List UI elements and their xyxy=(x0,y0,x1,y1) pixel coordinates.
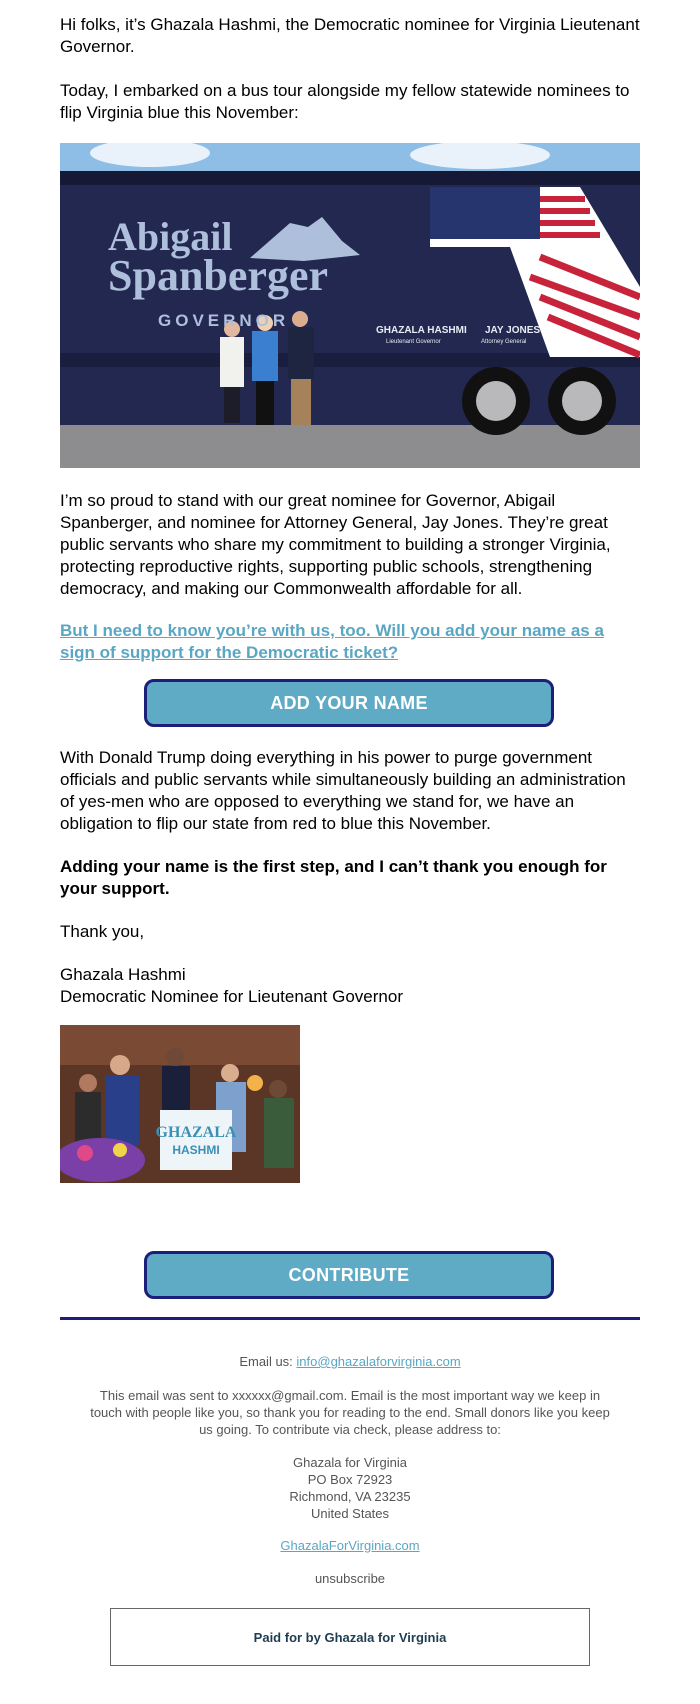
unsubscribe-link[interactable]: unsubscribe xyxy=(314,1571,386,1586)
address-line: Richmond, VA 23235 xyxy=(289,1489,411,1504)
bus-ag-name: JAY JONES xyxy=(485,325,541,336)
rally-illustration xyxy=(60,1025,300,1183)
intro-greeting: Hi folks, it’s Ghazala Hashmi, the Democratic nominee for Virginia Lieutenant Governor. xyxy=(60,15,640,56)
footer-notice: This email was sent to xxxxxx@gmail.com. Email is the most important way we keep in touch with people like you, so thank you for reading to the end. Small donors like you keep us going. To contribute via check, please address to: xyxy=(90,1388,610,1437)
body-trump: With Donald Trump doing everything in his power to purge government officials and public servants while simultaneously building an administration of yes-men who are opposed to everything we stand for, we have an obligation to flip our state from red to blue this November. xyxy=(60,748,626,833)
bus-name-last: Spanberger xyxy=(108,251,328,300)
footer-unsubscribe-line xyxy=(90,1570,610,1587)
footer-email-line xyxy=(90,1353,610,1370)
bus-tour-photo xyxy=(60,143,640,468)
rally-sign-line1: GHAZALA xyxy=(155,1124,237,1141)
body-thanks: Thank you, xyxy=(60,922,145,941)
address-line: United States xyxy=(310,1506,390,1521)
bus-name-first: Abigail xyxy=(108,214,233,259)
footer-email-label: Email us: xyxy=(239,1354,293,1369)
add-name-link[interactable]: But I need to know you’re with us, too. Will you add your name as a sign of support for the Democratic ticket? xyxy=(60,621,604,662)
intro-bus-tour: Today, I embarked on a bus tour alongside my fellow statewide nominees to flip Virginia blue this November: xyxy=(60,81,630,122)
signature-title: Democratic Nominee for Lieutenant Governor xyxy=(60,987,403,1006)
bus-office: GOVERNOR xyxy=(158,311,290,330)
contribute-button[interactable]: CONTRIBUTE xyxy=(144,1251,554,1299)
paid-for-disclaimer: Paid for by Ghazala for Virginia xyxy=(110,1608,590,1666)
footer-website-line xyxy=(90,1537,610,1554)
footer-email-link[interactable]: info@ghazalaforvirginia.com xyxy=(296,1354,461,1369)
footer-website-link[interactable]: GhazalaForVirginia.com xyxy=(280,1538,420,1553)
footer-divider xyxy=(60,1317,640,1320)
footer-address xyxy=(90,1454,610,1522)
address-line: Ghazala for Virginia xyxy=(293,1455,407,1470)
body-first-step: Adding your name is the first step, and I can’t thank you enough for your support. xyxy=(60,857,607,898)
add-your-name-button[interactable]: ADD YOUR NAME xyxy=(144,679,554,727)
body-proud: I’m so proud to stand with our great nominee for Governor, Abigail Spanberger, and nominee for Attorney General, Jay Jones. They’re great public servants who share my commitment to building a stronger Virginia, protecting reproductive rights, supporting public schools, strengthening democracy, and making our Commonwealth affordable for all. xyxy=(60,491,611,598)
bus-tour-illustration xyxy=(60,143,640,468)
rally-photo xyxy=(60,1025,300,1183)
bus-ag-title: Attorney General xyxy=(481,339,527,345)
bus-ltgov-title: Lieutenant Governor xyxy=(386,339,441,345)
address-line: PO Box 72923 xyxy=(307,1472,393,1487)
rally-sign-line2: HASHMI xyxy=(172,1143,220,1157)
signature-name: Ghazala Hashmi xyxy=(60,965,186,984)
bus-ltgov-name: GHAZALA HASHMI xyxy=(376,325,467,336)
